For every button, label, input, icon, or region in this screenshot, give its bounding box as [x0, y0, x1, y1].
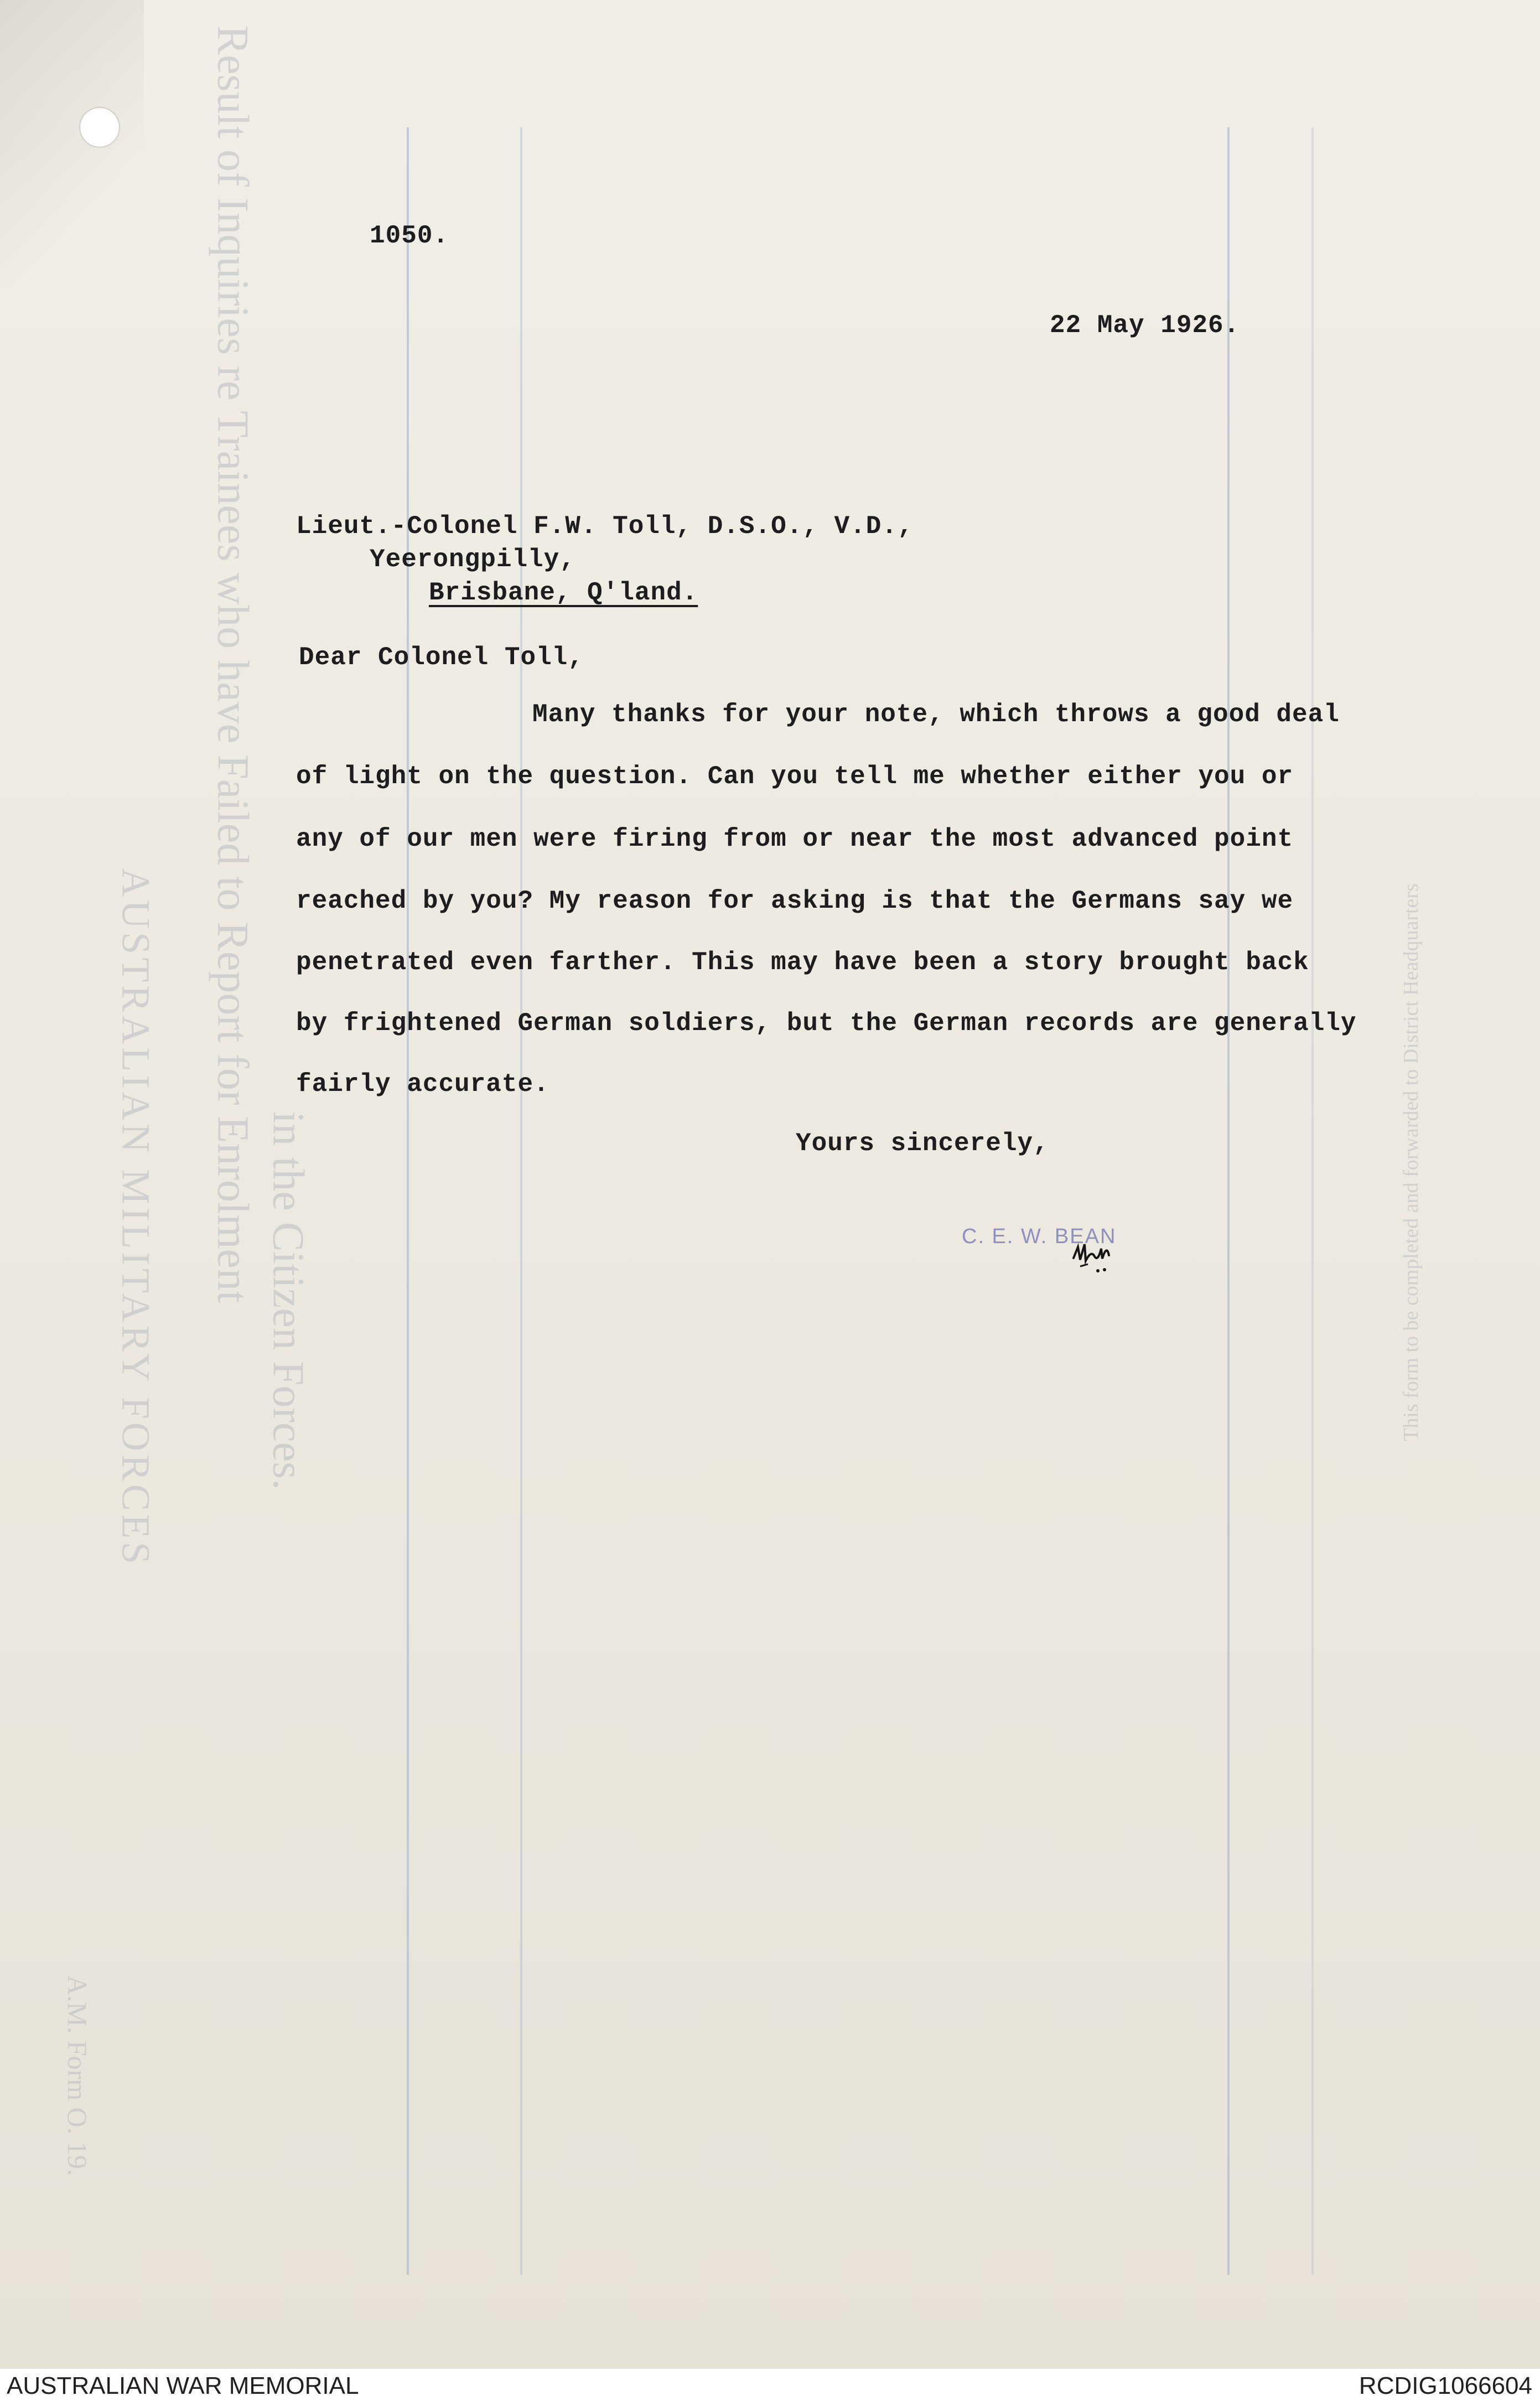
body-line: any of our men were firing from or near the most advanced point: [296, 825, 1294, 853]
form-subtitle-bleed: in the Citizen Forces.: [263, 1111, 313, 1491]
body-line: reached by you? My reason for asking is that the Germans say we: [296, 887, 1294, 915]
body-line: of light on the question. Can you tell me whether either you or: [296, 762, 1294, 791]
handwritten-signature: [1069, 1228, 1124, 1275]
letter-date: 22 May 1926.: [1050, 311, 1240, 340]
form-title-bleed: Result of Inquiries re Trainees who have Failed to Report for Enrolment: [208, 25, 257, 1303]
punch-hole: [80, 108, 119, 147]
form-ruled-line: [1227, 127, 1230, 2275]
form-ruled-line: [407, 127, 409, 2275]
body-line: penetrated even farther. This may have been a story brought back: [296, 948, 1309, 977]
form-ruled-line: [520, 127, 522, 2275]
form-number-bleed: A.M. Form O. 19.: [62, 1975, 93, 2176]
body-line: by frightened German soldiers, but the German records are generally: [296, 1009, 1357, 1038]
body-line: fairly accurate.: [296, 1070, 549, 1099]
signature-stamp: C. E. W. BEAN: [962, 1225, 1117, 1248]
recipient-name: Lieut.-Colonel F.W. Toll, D.S.O., V.D.,: [296, 512, 914, 541]
form-ruled-line: [1311, 127, 1314, 2275]
form-margin-note-bleed: This form to be completed and forwarded to District Headquarters: [1399, 883, 1423, 1441]
form-heading-bleed: AUSTRALIAN MILITARY FORCES: [113, 868, 158, 1567]
recipient-city: Brisbane, Q'land.: [429, 578, 698, 607]
closing: Yours sincerely,: [796, 1129, 1049, 1158]
salutation: Dear Colonel Toll,: [299, 643, 584, 672]
footer-identifier: RCDIG1066604: [1358, 2372, 1532, 2399]
recipient-suburb: Yeerongpilly,: [370, 545, 575, 574]
reference-number: 1050.: [370, 221, 449, 250]
body-line: Many thanks for your note, which throws a good deal: [532, 700, 1340, 729]
footer-institution: AUSTRALIAN WAR MEMORIAL: [7, 2372, 359, 2399]
